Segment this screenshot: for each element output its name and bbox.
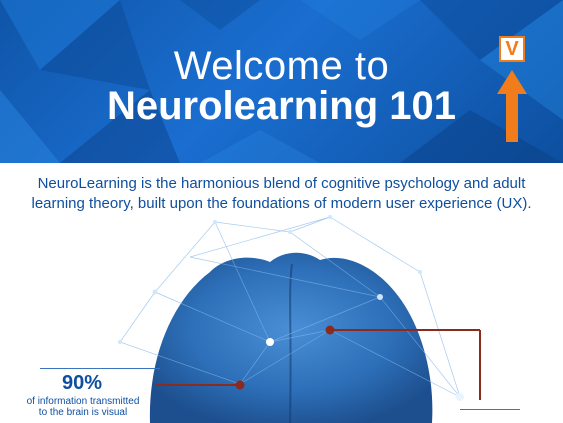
header-banner	[0, 0, 563, 163]
stat-caption-line-2: to the brain is visual	[38, 407, 128, 418]
title-line-1: Welcome to	[173, 44, 390, 88]
stat-caption-line-1: of information transmitted	[26, 396, 140, 407]
intro-line-2: learning theory, built upon the foundations of modern user experience (UX).	[31, 195, 532, 212]
stat-divider	[40, 368, 160, 369]
brand-logo: V	[499, 36, 525, 62]
right-divider	[460, 409, 520, 410]
up-arrow-icon	[497, 70, 527, 142]
intro-text	[0, 174, 563, 214]
title-line-2: Neurolearning 101	[106, 84, 456, 128]
stat-caption	[8, 396, 158, 418]
stat-number: 90%	[61, 372, 103, 394]
intro-line-1: NeuroLearning is the harmonious blend of cognitive psychology and adult	[37, 175, 526, 192]
